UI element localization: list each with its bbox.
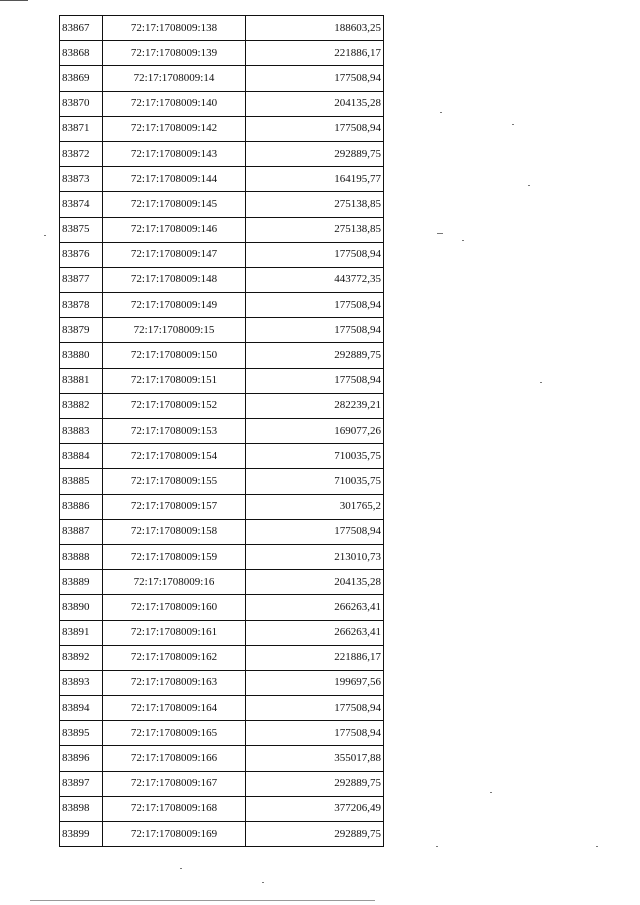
cadastral-value-cell: 188603,25 — [246, 16, 384, 41]
table-row — [60, 544, 384, 569]
cadastral-number-cell: 72:17:1708009:15 — [103, 318, 246, 343]
scan-speck — [490, 792, 492, 793]
cadastral-number-cell: 72:17:1708009:158 — [103, 519, 246, 544]
row-number-cell: 83869 — [60, 66, 103, 91]
cadastral-value-cell: 177508,94 — [246, 116, 384, 141]
cadastral-value-cell: 221886,17 — [246, 645, 384, 670]
cadastral-number-cell: 72:17:1708009:140 — [103, 91, 246, 116]
cadastral-value-cell: 177508,94 — [246, 66, 384, 91]
row-number-cell: 83885 — [60, 469, 103, 494]
table-row — [60, 318, 384, 343]
scan-speck — [440, 112, 442, 113]
scan-speck — [512, 124, 514, 125]
cadastral-number-cell: 72:17:1708009:154 — [103, 444, 246, 469]
row-number-cell: 83889 — [60, 570, 103, 595]
cadastral-number-cell: 72:17:1708009:142 — [103, 116, 246, 141]
cadastral-value-cell: 177508,94 — [246, 318, 384, 343]
cadastral-value-cell: 710035,75 — [246, 444, 384, 469]
row-number-cell: 83879 — [60, 318, 103, 343]
cadastral-value-cell: 292889,75 — [246, 771, 384, 796]
cadastral-value-cell: 169077,26 — [246, 419, 384, 444]
cadastral-number-cell: 72:17:1708009:163 — [103, 670, 246, 695]
cadastral-value-cell: 275138,85 — [246, 217, 384, 242]
scan-edge-top — [0, 0, 28, 1]
scan-speck — [262, 882, 264, 883]
cadastral-number-cell: 72:17:1708009:148 — [103, 267, 246, 292]
cadastral-number-cell: 72:17:1708009:139 — [103, 41, 246, 66]
table-row — [60, 41, 384, 66]
row-number-cell: 83868 — [60, 41, 103, 66]
table-row — [60, 469, 384, 494]
cadastral-number-cell: 72:17:1708009:14 — [103, 66, 246, 91]
row-number-cell: 83892 — [60, 645, 103, 670]
table-row — [60, 167, 384, 192]
cadastral-number-cell: 72:17:1708009:167 — [103, 771, 246, 796]
cadastral-number-cell: 72:17:1708009:157 — [103, 494, 246, 519]
cadastral-value-cell: 177508,94 — [246, 519, 384, 544]
cadastral-value-cell: 710035,75 — [246, 469, 384, 494]
cadastral-number-cell: 72:17:1708009:160 — [103, 595, 246, 620]
cadastral-value-cell: 204135,28 — [246, 91, 384, 116]
row-number-cell: 83867 — [60, 16, 103, 41]
row-number-cell: 83894 — [60, 696, 103, 721]
table-row — [60, 645, 384, 670]
table-row — [60, 721, 384, 746]
table-row — [60, 570, 384, 595]
cadastral-number-cell: 72:17:1708009:164 — [103, 696, 246, 721]
cadastral-number-cell: 72:17:1708009:143 — [103, 141, 246, 166]
cadastral-value-cell: 355017,88 — [246, 746, 384, 771]
table-row — [60, 267, 384, 292]
table-row — [60, 595, 384, 620]
table-row — [60, 419, 384, 444]
scan-speck — [437, 233, 443, 234]
row-number-cell: 83891 — [60, 620, 103, 645]
cadastral-number-cell: 72:17:1708009:153 — [103, 419, 246, 444]
scan-speck — [180, 868, 182, 869]
row-number-cell: 83886 — [60, 494, 103, 519]
cadastral-number-cell: 72:17:1708009:169 — [103, 822, 246, 847]
scan-edge-bottom — [30, 900, 375, 901]
row-number-cell: 83899 — [60, 822, 103, 847]
cadastral-value-cell: 266263,41 — [246, 595, 384, 620]
row-number-cell: 83882 — [60, 393, 103, 418]
row-number-cell: 83881 — [60, 368, 103, 393]
row-number-cell: 83875 — [60, 217, 103, 242]
table-body — [60, 16, 384, 847]
cadastral-value-cell: 275138,85 — [246, 192, 384, 217]
cadastral-number-cell: 72:17:1708009:145 — [103, 192, 246, 217]
table-row — [60, 368, 384, 393]
cadastral-value-cell: 204135,28 — [246, 570, 384, 595]
cadastral-value-cell: 177508,94 — [246, 721, 384, 746]
cadastral-number-cell: 72:17:1708009:168 — [103, 796, 246, 821]
cadastral-number-cell: 72:17:1708009:155 — [103, 469, 246, 494]
row-number-cell: 83871 — [60, 116, 103, 141]
cadastral-number-cell: 72:17:1708009:159 — [103, 544, 246, 569]
cadastral-value-cell: 443772,35 — [246, 267, 384, 292]
cadastral-number-cell: 72:17:1708009:149 — [103, 293, 246, 318]
cadastral-value-cell: 213010,73 — [246, 544, 384, 569]
table-row — [60, 670, 384, 695]
cadastral-number-cell: 72:17:1708009:146 — [103, 217, 246, 242]
table-row — [60, 91, 384, 116]
table-row — [60, 343, 384, 368]
cadastral-value-cell: 292889,75 — [246, 141, 384, 166]
cadastral-value-cell: 177508,94 — [246, 293, 384, 318]
cadastral-number-cell: 72:17:1708009:162 — [103, 645, 246, 670]
row-number-cell: 83884 — [60, 444, 103, 469]
row-number-cell: 83896 — [60, 746, 103, 771]
table-row — [60, 66, 384, 91]
scan-speck — [540, 382, 542, 383]
table-row — [60, 746, 384, 771]
row-number-cell: 83878 — [60, 293, 103, 318]
table-row — [60, 771, 384, 796]
table-row — [60, 696, 384, 721]
table-row — [60, 620, 384, 645]
table-row — [60, 16, 384, 41]
scan-speck — [528, 185, 530, 186]
row-number-cell: 83890 — [60, 595, 103, 620]
cadastral-number-cell: 72:17:1708009:147 — [103, 242, 246, 267]
cadastral-value-cell: 292889,75 — [246, 343, 384, 368]
cadastral-value-cell: 301765,2 — [246, 494, 384, 519]
row-number-cell: 83893 — [60, 670, 103, 695]
table-row — [60, 141, 384, 166]
table-row — [60, 217, 384, 242]
row-number-cell: 83888 — [60, 544, 103, 569]
table-row — [60, 822, 384, 847]
row-number-cell: 83873 — [60, 167, 103, 192]
row-number-cell: 83880 — [60, 343, 103, 368]
row-number-cell: 83887 — [60, 519, 103, 544]
cadastral-value-cell: 199697,56 — [246, 670, 384, 695]
scan-speck — [436, 846, 438, 847]
table-row — [60, 116, 384, 141]
table-row — [60, 293, 384, 318]
table-row — [60, 494, 384, 519]
row-number-cell: 83870 — [60, 91, 103, 116]
cadastral-value-cell: 177508,94 — [246, 368, 384, 393]
row-number-cell: 83883 — [60, 419, 103, 444]
cadastral-number-cell: 72:17:1708009:152 — [103, 393, 246, 418]
row-number-cell: 83898 — [60, 796, 103, 821]
cadastral-number-cell: 72:17:1708009:151 — [103, 368, 246, 393]
cadastral-value-cell: 177508,94 — [246, 242, 384, 267]
cadastral-number-cell: 72:17:1708009:165 — [103, 721, 246, 746]
table-row — [60, 796, 384, 821]
table-row — [60, 444, 384, 469]
cadastral-number-cell: 72:17:1708009:138 — [103, 16, 246, 41]
scan-speck — [596, 846, 598, 847]
cadastral-value-cell: 266263,41 — [246, 620, 384, 645]
row-number-cell: 83872 — [60, 141, 103, 166]
table-row — [60, 519, 384, 544]
cadastral-value-table — [59, 15, 384, 847]
cadastral-value-cell: 164195,77 — [246, 167, 384, 192]
table-row — [60, 192, 384, 217]
row-number-cell: 83876 — [60, 242, 103, 267]
cadastral-number-cell: 72:17:1708009:166 — [103, 746, 246, 771]
cadastral-value-cell: 377206,49 — [246, 796, 384, 821]
cadastral-value-cell: 221886,17 — [246, 41, 384, 66]
cadastral-number-cell: 72:17:1708009:16 — [103, 570, 246, 595]
table-row — [60, 242, 384, 267]
cadastral-value-cell: 292889,75 — [246, 822, 384, 847]
row-number-cell: 83897 — [60, 771, 103, 796]
scan-speck — [44, 235, 46, 236]
cadastral-number-cell: 72:17:1708009:161 — [103, 620, 246, 645]
row-number-cell: 83874 — [60, 192, 103, 217]
row-number-cell: 83895 — [60, 721, 103, 746]
cadastral-value-cell: 282239,21 — [246, 393, 384, 418]
scan-speck — [462, 240, 464, 241]
cadastral-number-cell: 72:17:1708009:144 — [103, 167, 246, 192]
cadastral-number-cell: 72:17:1708009:150 — [103, 343, 246, 368]
row-number-cell: 83877 — [60, 267, 103, 292]
cadastral-value-cell: 177508,94 — [246, 696, 384, 721]
table-row — [60, 393, 384, 418]
